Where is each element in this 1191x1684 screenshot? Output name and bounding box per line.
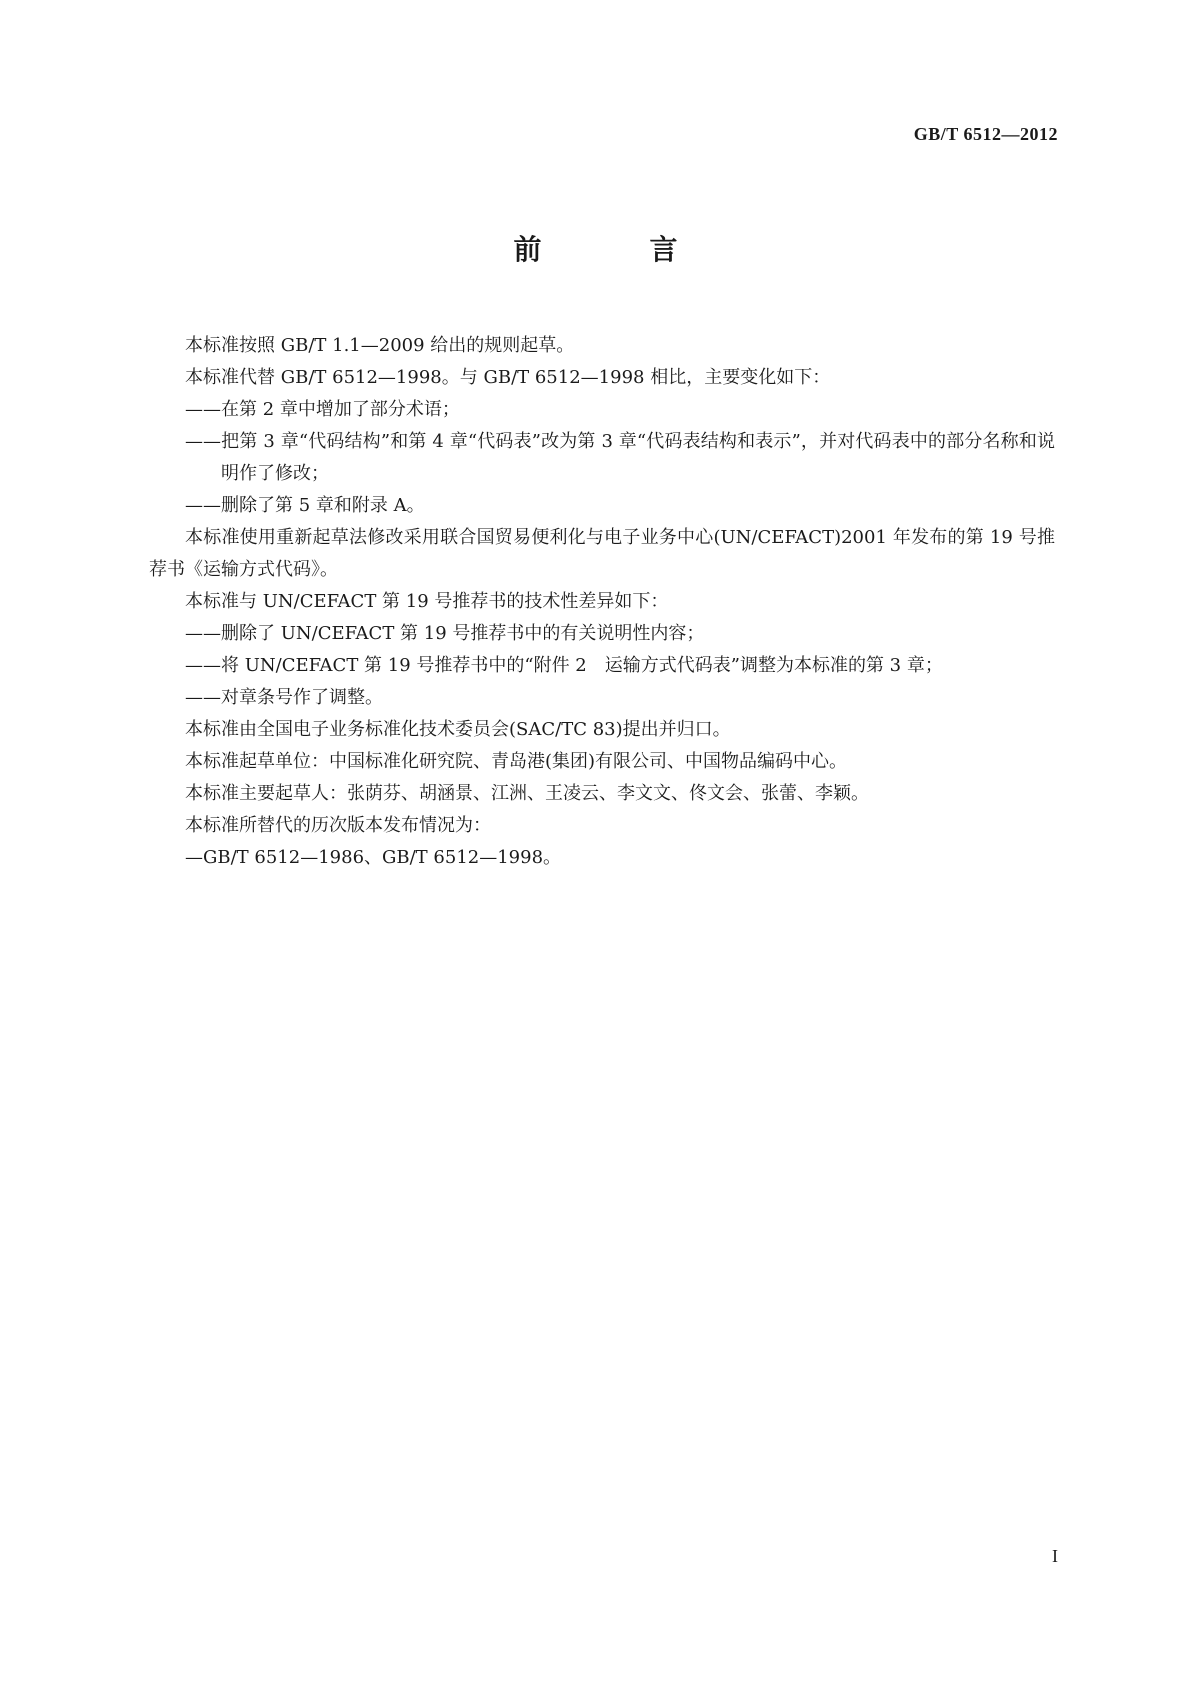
list-item: ——删除了第 5 章和附录 A。 — [185, 495, 425, 516]
standard-code: GB/T 6512—2012 — [913, 124, 1058, 144]
page-title: 前 言 — [513, 233, 718, 266]
paragraph: 本标准由全国电子业务标准化技术委员会(SAC/TC 83)提出并归口。 — [185, 719, 731, 740]
list-item: ——删除了 UN/CEFACT 第 19 号推荐书中的有关说明性内容； — [185, 623, 705, 644]
paragraph: 本标准主要起草人：张荫芬、胡涵景、江洲、王凌云、李文文、佟文会、张蕾、李颖。 — [185, 783, 869, 804]
paragraph: 本标准按照 GB/T 1.1—2009 给出的规则起草。 — [185, 335, 575, 356]
paragraph: 本标准与 UN/CEFACT 第 19 号推荐书的技术性差异如下： — [185, 591, 669, 612]
list-item: ——对章条号作了调整。 — [185, 687, 383, 708]
paragraph: 本标准代替 GB/T 6512—1998。与 GB/T 6512—1998 相比，主要变化如下： — [185, 367, 831, 388]
paragraph: 本标准使用重新起草法修改采用联合国贸易便利化与电子业务中心(UN/CEFACT)2001 年发布的第 19 号推荐书《运输方式代码》。 — [149, 527, 1055, 580]
foreword-body — [149, 330, 1055, 874]
paragraph: 本标准起草单位：中国标准化研究院、青岛港(集团)有限公司、中国物品编码中心。 — [185, 751, 848, 772]
page-number: I — [1052, 1546, 1058, 1566]
list-item: ——把第 3 章“代码结构”和第 4 章“代码表”改为第 3 章“代码表结构和表示”，并对代码表中的部分名称和说明作了修改； — [185, 431, 1055, 484]
paragraph: 本标准所替代的历次版本发布情况为： — [185, 815, 491, 836]
list-item: ——将 UN/CEFACT 第 19 号推荐书中的“附件 2 运输方式代码表”调整为本标准的第 3 章； — [185, 655, 943, 676]
paragraph: —GB/T 6512—1986、GB/T 6512—1998。 — [185, 847, 562, 868]
list-item: ——在第 2 章中增加了部分术语； — [185, 399, 460, 420]
